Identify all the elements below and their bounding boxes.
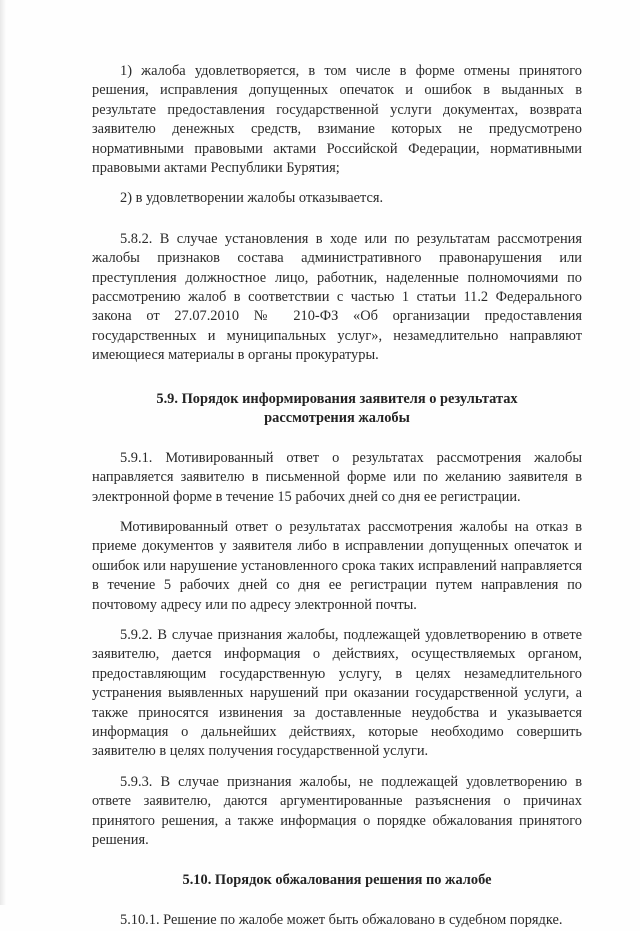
scan-edge-shadow xyxy=(0,0,6,905)
paragraph-5-9-1: 5.9.1. Мотивированный ответ о результатах рассмотрения жалобы направляется заявителю в письменной форме или по желанию заявителя в электронной форме в течение 15 рабочих дней со дня ее регистрации. xyxy=(92,449,582,505)
heading-5-10: 5.10. Порядок обжалования решения по жалобе xyxy=(182,872,492,889)
heading-5-9 xyxy=(92,390,582,428)
paragraph-5-9-1-refusal: Мотивированный ответ о результатах рассмотрения жалобы на отказ в приеме документов у заявителя либо в исправлении допущенных опечаток и ошибок или нарушение установленного срока таких исправлений направляется в течение 5 рабочих дней со дня ее регистрации путем направления по почтовому адресу или по адресу электронной почты. xyxy=(92,518,582,613)
paragraph-complaint-rejected: 2) в удовлетворении жалобы отказывается. xyxy=(120,190,384,207)
paragraph-5-10-1: 5.10.1. Решение по жалобе может быть обжаловано в судебном порядке. xyxy=(120,912,563,929)
heading-5-9-line1: 5.9. Порядок информирования заявителя о результатах xyxy=(156,390,518,407)
paragraph-complaint-satisfied: 1) жалоба удовлетворяется, в том числе в форме отмены принятого решения, исправления допущенных опечаток и ошибок в выданных в результате предоставления государственной услуги документах, возврата заявителю денежных средств, взимание которых не предусмотрено нормативными правовыми актами Российской Федерации, нормативными правовыми актами Республики Бурятия; xyxy=(92,63,582,177)
paragraph-5-9-3: 5.9.3. В случае признания жалобы, не подлежащей удовлетворению в ответе заявителю, даются аргументированные разъяснения о причинах принятого решения, а также информация о порядке обжалования принятого решения. xyxy=(92,773,582,848)
paragraph-5-9-2: 5.9.2. В случае признания жалобы, подлежащей удовлетворению в ответе заявителю, дается информация о действиях, осуществляемых органом, предоставляющим государственную услугу, в целях незамедлительного устранения выявленных нарушений при оказании государственной услуги, а также приносятся извинения за доставленные неудобства и указывается информация о дальнейших действиях, которые необходимо совершить заявителю в целях получения государственной услуги. xyxy=(92,626,582,760)
heading-5-9-line2: рассмотрения жалобы xyxy=(264,409,410,426)
paragraph-5-8-2: 5.8.2. В случае установления в ходе или по результатам рассмотрения жалобы признаков состава административного правонарушения или преступления должностное лицо, работник, наделенные полномочиями по рассмотрению жалоб в соответствии с частью 1 статьи 11.2 Федерального закона от 27.07.2010 № 210-ФЗ «Об организации предоставления государственных и муниципальных услуг», незамедлительно направляют имеющиеся материалы в органы прокуратуры. xyxy=(92,230,582,364)
